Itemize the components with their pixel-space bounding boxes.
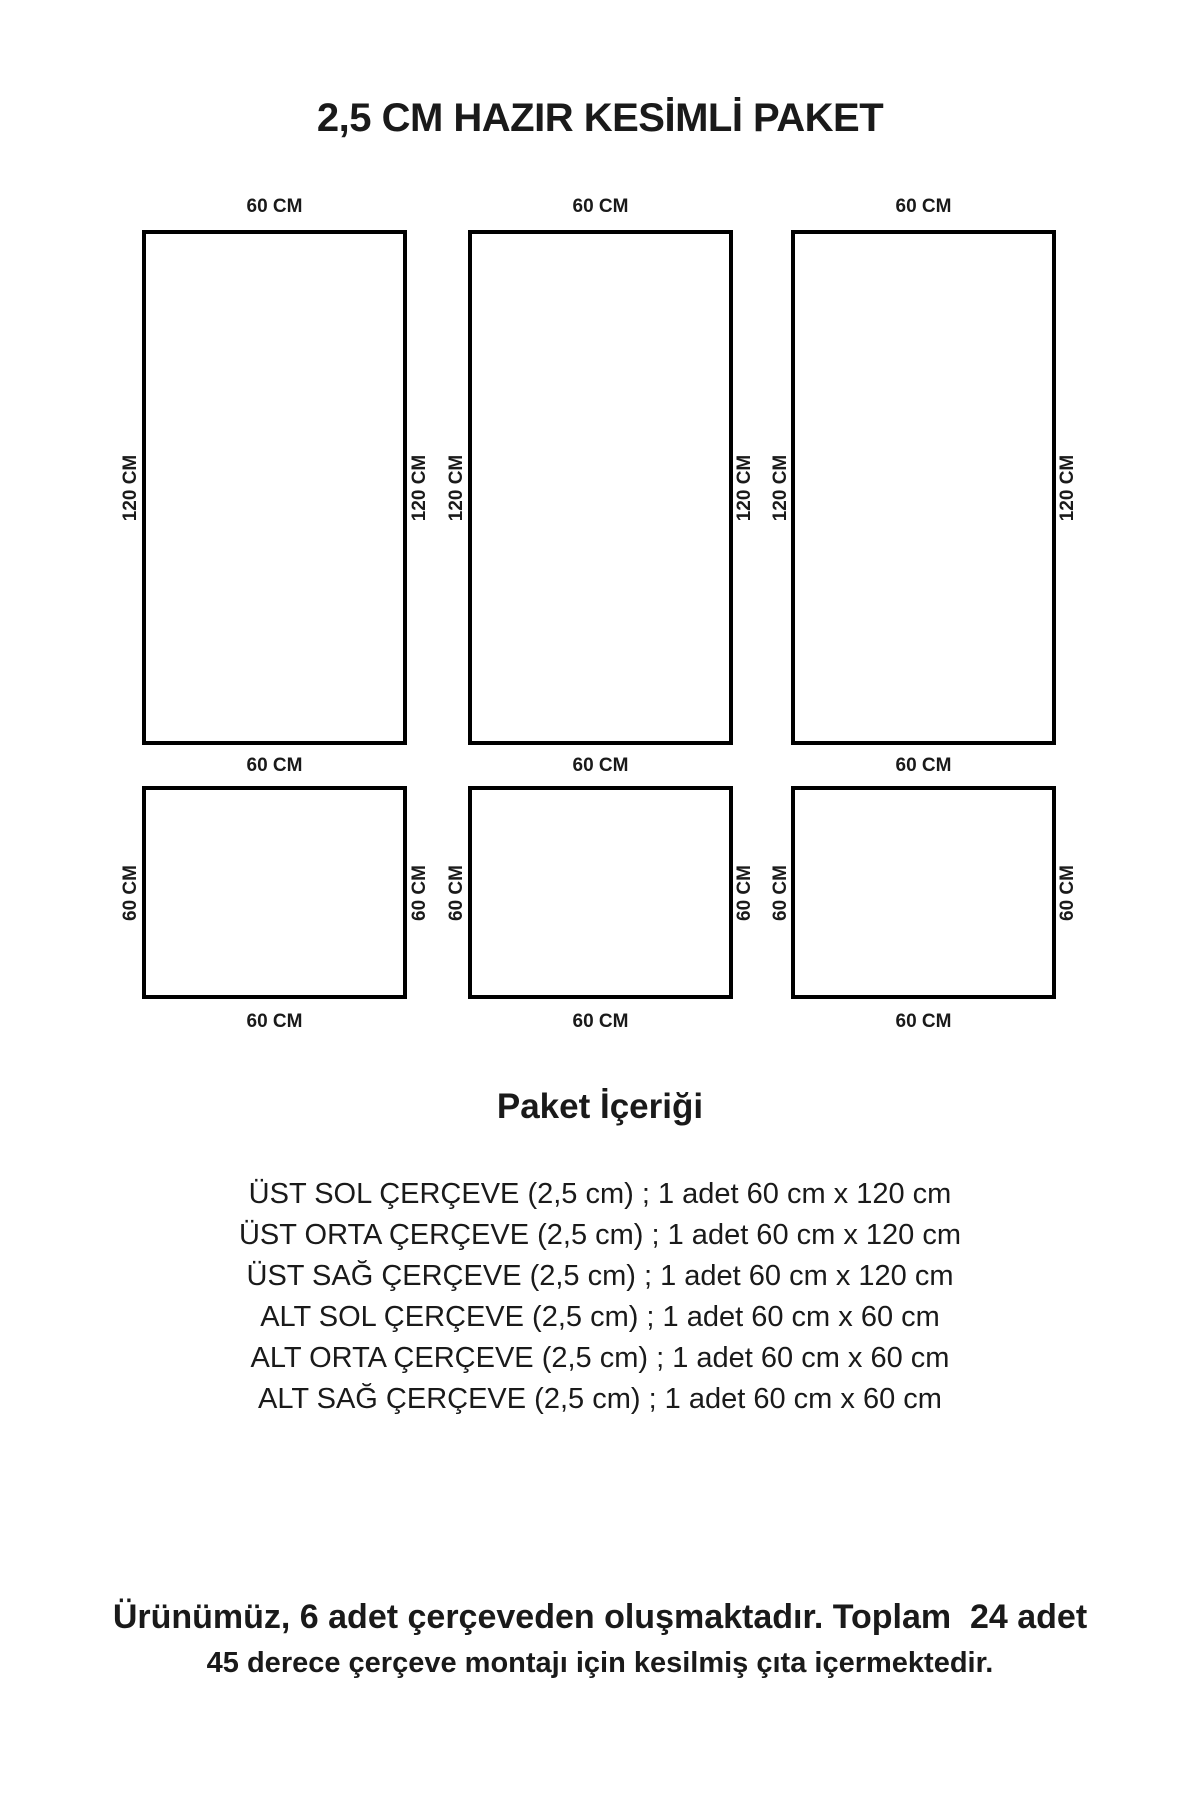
bottom-edge-label-bottom-left-frame: 60 CM [246, 1011, 303, 1032]
footer-note-line-2: 45 derece çerçeve montajı için kesilmiş çıta içermektedir. [206, 1647, 994, 1679]
height-label-right-of-bottom-right-frame: 60 CM [1057, 865, 1078, 921]
height-label-left-of-bottom-left-frame: 60 CM [120, 865, 141, 921]
frame-rect-top-left [142, 230, 407, 745]
package-contents-list [0, 1174, 1200, 1420]
frame-rect-bottom-left [142, 786, 407, 999]
package-contents-heading: Paket İçeriği [496, 1087, 704, 1126]
width-label-bottom-left-frame: 60 CM [246, 755, 303, 776]
package-contents-item: ÜST ORTA ÇERÇEVE (2,5 cm) ; 1 adet 60 cm x 120 cm [238, 1219, 961, 1251]
height-label-right-of-top-left-frame: 120 CM [409, 454, 430, 522]
height-label-right-of-bottom-middle-frame: 60 CM [734, 865, 755, 921]
height-label-right-of-bottom-left-frame: 60 CM [409, 865, 430, 921]
frame-rect-top-right [791, 230, 1056, 745]
width-label-top-middle-frame: 60 CM [572, 196, 629, 217]
frame-rect-bottom-middle [468, 786, 733, 999]
package-contents-item: ALT SOL ÇERÇEVE (2,5 cm) ; 1 adet 60 cm x 60 cm [260, 1301, 940, 1333]
width-label-top-right-frame: 60 CM [895, 196, 952, 217]
height-label-right-of-top-right-frame: 120 CM [1057, 454, 1078, 522]
height-label-left-of-bottom-middle-frame: 60 CM [446, 865, 467, 921]
height-label-left-of-top-right-frame: 120 CM [770, 454, 791, 522]
package-contents-item: ÜST SOL ÇERÇEVE (2,5 cm) ; 1 adet 60 cm x 120 cm [248, 1178, 952, 1210]
page-title: 2,5 CM HAZIR KESİMLİ PAKET [316, 96, 884, 140]
bottom-edge-label-bottom-right-frame: 60 CM [895, 1011, 952, 1032]
package-contents-item: ALT SAĞ ÇERÇEVE (2,5 cm) ; 1 adet 60 cm x 60 cm [258, 1383, 942, 1415]
height-label-left-of-bottom-right-frame: 60 CM [770, 865, 791, 921]
package-contents-item: ALT ORTA ÇERÇEVE (2,5 cm) ; 1 adet 60 cm x 60 cm [250, 1342, 950, 1374]
package-contents-item: ÜST SAĞ ÇERÇEVE (2,5 cm) ; 1 adet 60 cm x 120 cm [246, 1260, 954, 1292]
footer-note-line-1: Ürünümüz, 6 adet çerçeveden oluşmaktadır. Toplam 24 adet [112, 1598, 1088, 1636]
width-label-top-left-frame: 60 CM [246, 196, 303, 217]
frame-rect-top-middle [468, 230, 733, 745]
width-label-bottom-middle-frame: 60 CM [572, 755, 629, 776]
height-label-right-of-top-middle-frame: 120 CM [734, 454, 755, 522]
height-label-left-of-top-left-frame: 120 CM [120, 454, 141, 522]
bottom-edge-label-bottom-middle-frame: 60 CM [572, 1011, 629, 1032]
height-label-left-of-top-middle-frame: 120 CM [446, 454, 467, 522]
frame-rect-bottom-right [791, 786, 1056, 999]
width-label-bottom-right-frame: 60 CM [895, 755, 952, 776]
